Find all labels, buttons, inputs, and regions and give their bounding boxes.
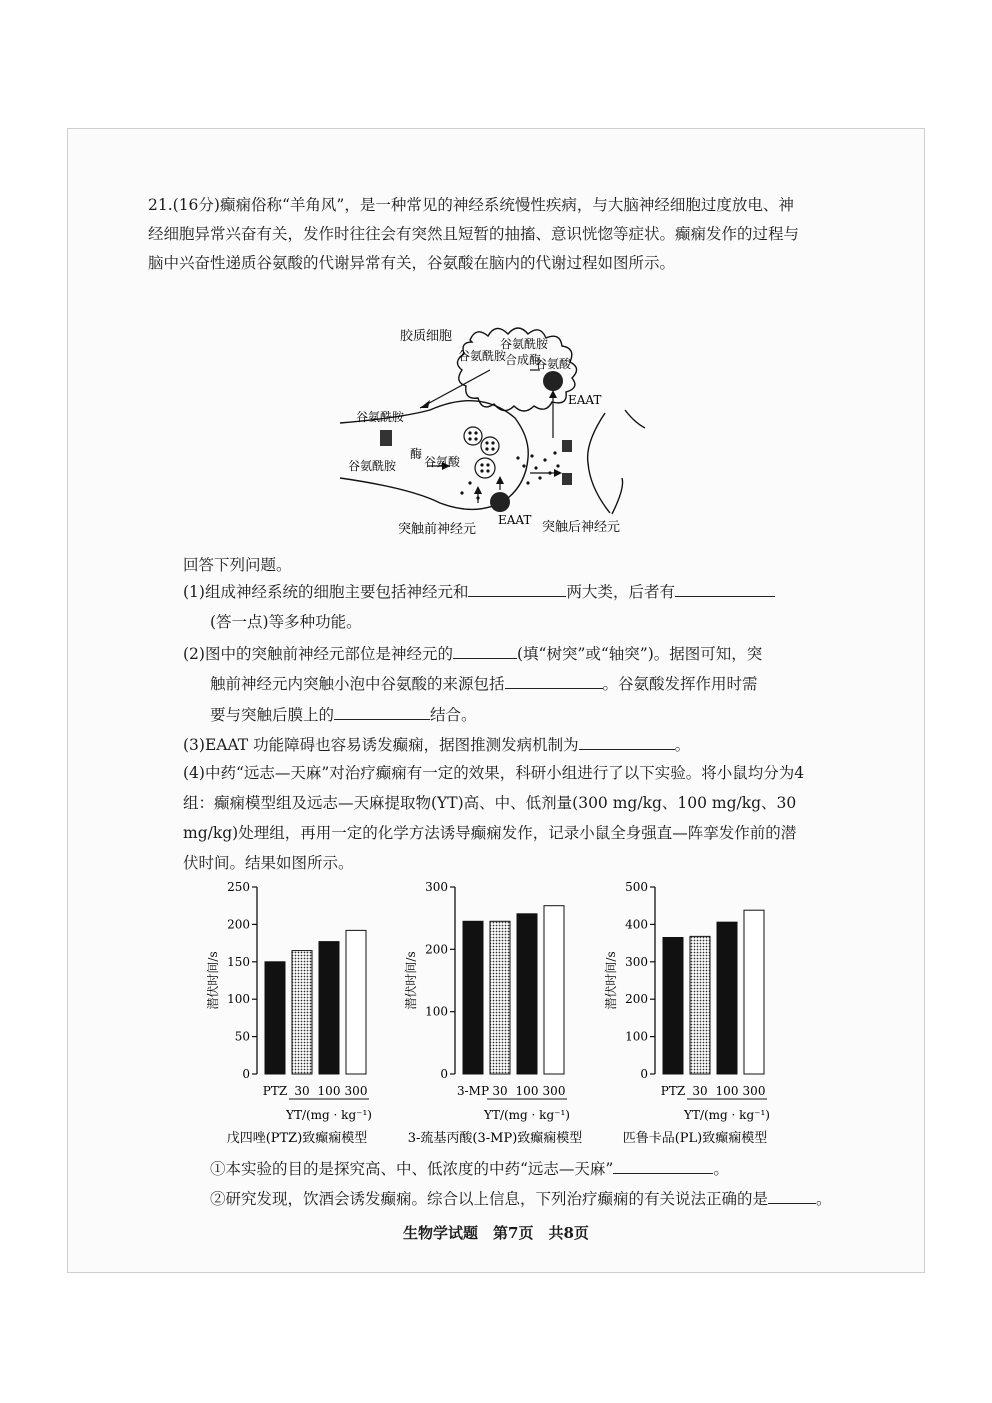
y-tick-label: 500	[625, 880, 648, 894]
x-axis-label: YT/(mg · kg⁻¹)	[286, 1108, 372, 1122]
answer-blank-2a[interactable]	[453, 642, 517, 659]
x-tick-label: 30	[692, 1084, 708, 1098]
y-axis-label: 潜伏时间/s	[604, 951, 618, 1010]
label-glutamine-left-bottom: 谷氨酰胺	[348, 459, 397, 473]
latency-bar-charts	[195, 876, 815, 1146]
label-eaat-presynaptic: EAAT	[498, 513, 532, 527]
answer-blank-4-1[interactable]	[613, 1157, 713, 1174]
label-glutamine-inner: 谷氨酰胺	[458, 349, 507, 363]
x-tick-label: PTZ	[262, 1084, 288, 1098]
chart-caption: 3-巯基丙酸(3-MP)致癫痫模型	[407, 1131, 583, 1146]
x-axis-label: YT/(mg · kg⁻¹)	[484, 1108, 570, 1122]
y-tick-label: 100	[425, 1004, 448, 1019]
postsynaptic-receptor	[562, 440, 572, 452]
bar-300	[744, 910, 764, 1074]
postsynaptic-receptor	[562, 473, 572, 485]
y-tick-label: 100	[625, 1029, 648, 1044]
answer-blank-3[interactable]	[579, 733, 675, 750]
question-1-line-2: (答一点)等多种功能。	[210, 613, 362, 631]
question-2-line-3: 要与突触后膜上的 结合。	[210, 703, 477, 725]
y-tick-label: 250	[227, 880, 250, 894]
x-tick-label: 100	[515, 1084, 539, 1098]
question-4-sub-2: ②研究发现，饮酒会诱发癫痫。综合以上信息，下列治疗癫痫的有关说法正确的是 。	[210, 1187, 832, 1209]
label-glutamate-neuron: 谷氨酸	[424, 455, 461, 469]
x-axis-label: YT/(mg · kg⁻¹)	[684, 1108, 770, 1122]
y-tick-label: 0	[640, 1067, 648, 1081]
x-tick-label: 300	[542, 1084, 566, 1098]
y-tick-label: 200	[425, 942, 448, 957]
label-postsynaptic-neuron: 突触后神经元	[542, 520, 621, 535]
y-tick-label: 150	[227, 954, 250, 969]
y-tick-label: 400	[625, 917, 648, 932]
label-glutamate-glia: 谷氨酸	[535, 357, 572, 371]
bar-100	[319, 942, 339, 1074]
answer-blank-1a[interactable]	[468, 580, 566, 597]
label-presynaptic-neuron: 突触前神经元	[398, 522, 477, 537]
x-tick-label: 3-MP	[456, 1084, 490, 1098]
answer-blank-4-2[interactable]	[768, 1187, 816, 1204]
bar-100	[517, 914, 537, 1074]
label-eaat-glia: EAAT	[568, 393, 602, 407]
postsynaptic-neuron-outline	[588, 413, 610, 513]
x-tick-label: 300	[344, 1084, 368, 1098]
y-axis-label: 潜伏时间/s	[206, 951, 220, 1010]
answer-blank-1b[interactable]	[675, 580, 775, 597]
x-tick-label: PTZ	[660, 1084, 686, 1098]
y-tick-label: 300	[625, 954, 648, 969]
bar-30	[490, 921, 510, 1074]
bar-300	[544, 906, 564, 1074]
bar-ptz	[265, 962, 285, 1074]
label-glial-cell: 胶质细胞	[400, 329, 453, 344]
bar-300	[346, 930, 366, 1074]
question-4-sub-1: ①本实验的目的是探究高、中、低浓度的中药“远志—天麻” 。	[210, 1157, 729, 1179]
x-tick-label: 300	[742, 1084, 766, 1098]
question-1-line-1: (1)组成神经系统的细胞主要包括神经元和 两大类，后者有	[183, 580, 775, 602]
eaat-glia-transporter	[543, 371, 563, 391]
x-tick-label: 30	[294, 1084, 310, 1098]
question-21-intro: 21.(16分)癫痫俗称“羊角风”，是一种常见的神经系统慢性疾病，与大脑神经细胞过度放电、神经细胞异常兴奋有关，发作时往往会有突然且短暂的抽搐、意识恍惚等症状。癫痫发作的过程与脑中兴奋性递质谷氨酸的代谢异常有关，谷氨酸在脑内的代谢过程如图所示。	[148, 196, 800, 272]
answer-prompt: 回答下列问题。	[183, 556, 292, 574]
y-tick-label: 300	[425, 880, 448, 894]
y-tick-label: 50	[234, 1029, 250, 1044]
x-tick-label: 100	[715, 1084, 739, 1098]
y-tick-label: 100	[227, 992, 250, 1007]
x-tick-label: 100	[317, 1084, 341, 1098]
label-glutamine-left-top: 谷氨酰胺	[356, 410, 405, 424]
glutamate-metabolism-diagram	[340, 318, 650, 543]
question-4: (4)中药“远志—天麻”对治疗癫痫有一定的效果，科研小组进行了以下实验。将小鼠均分为4组：癫痫模型组及远志—天麻提取物(YT)高、中、低剂量(300 mg/kg、100 mg/kg、30 mg/kg)处理组，再用一定的化学方法诱导癫痫发作，记录小鼠全身强直—阵挛发作前的潜伏时间。结果如图所示。	[183, 764, 805, 872]
y-tick-label: 0	[242, 1067, 250, 1081]
bar-100	[717, 922, 737, 1074]
answer-blank-2b[interactable]	[505, 672, 603, 689]
question-3: (3)EAAT 功能障碍也容易诱发癫痫，据图推测发病机制为 。	[183, 733, 690, 755]
y-tick-label: 200	[227, 917, 250, 932]
bar-3-mp	[463, 921, 483, 1074]
answer-blank-2c[interactable]	[334, 703, 430, 720]
glutamine-transporter	[380, 430, 392, 446]
chart-caption: 匹鲁卡品(PL)致癫痫模型	[622, 1131, 768, 1146]
y-axis-label: 潜伏时间/s	[404, 951, 418, 1010]
bar-30	[690, 936, 710, 1074]
label-enzyme: 酶	[410, 447, 423, 461]
label-glutamine-synthetase-bottom: 合成酶	[505, 353, 542, 367]
bar-30	[292, 951, 312, 1074]
question-2-line-1: (2)图中的突触前神经元部位是神经元的 (填“树突”或“轴突”)。据图可知，突	[183, 642, 762, 664]
x-tick-label: 30	[492, 1084, 508, 1098]
question-2-line-2: 触前神经元内突触小泡中谷氨酸的来源包括 。谷氨酸发挥作用时需	[210, 672, 758, 694]
chart-caption: 戊四唑(PTZ)致癫痫模型	[226, 1131, 368, 1146]
eaat-presynaptic-transporter	[490, 492, 510, 512]
bar-ptz	[663, 937, 683, 1074]
y-tick-label: 0	[440, 1067, 448, 1081]
page-footer: 生物学试题 第7页 共8页	[403, 1224, 589, 1242]
y-tick-label: 200	[625, 992, 648, 1007]
label-glutamine-synthetase-top: 谷氨酰胺	[500, 337, 549, 351]
